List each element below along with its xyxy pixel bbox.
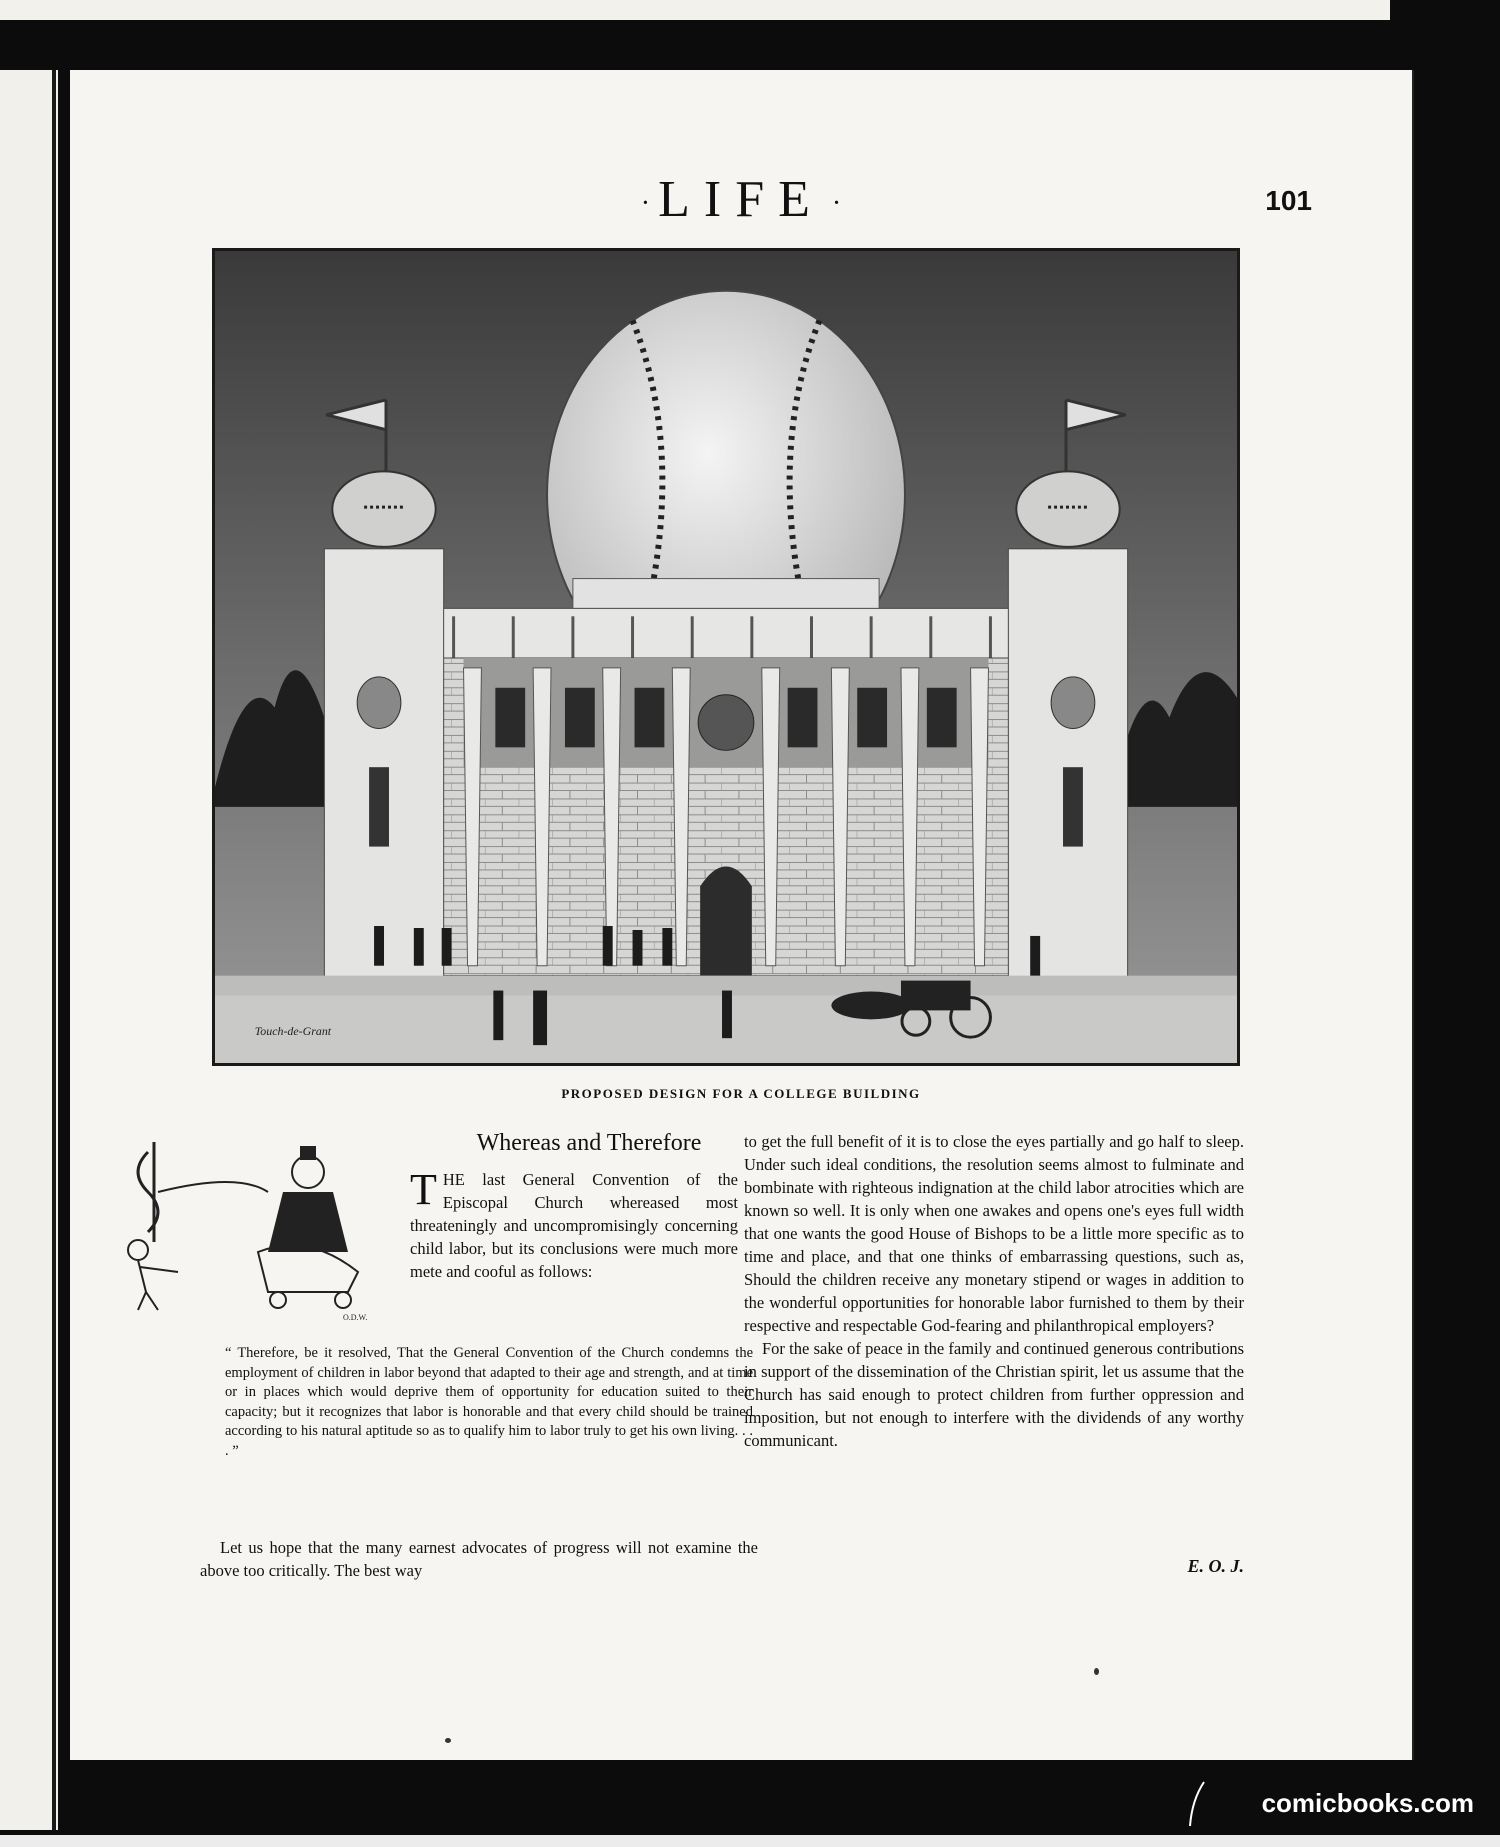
capitalist-figure-icon xyxy=(292,1156,324,1188)
intro-text: HE last General Convention of the Episcopal Church whereased most threateningly and uncompromisingly concerning child labor, but its conclusions were much more mete and cooful as follows: xyxy=(410,1170,738,1281)
masthead-dot-left: · xyxy=(640,188,651,220)
entrance-door xyxy=(700,866,752,975)
article-paragraph-left-end: Let us hope that the many earnest advocates of progress will not examine the above too critically. The best way xyxy=(200,1538,758,1580)
tower-left-window xyxy=(369,767,389,846)
tower-right-window xyxy=(1063,767,1083,846)
cart-icon xyxy=(258,1245,358,1292)
page-number: 101 xyxy=(1265,185,1312,216)
ink-speck xyxy=(1094,1668,1099,1675)
article-paragraph-right-1: to get the full benefit of it is to close the eyes partially and go half to sleep. Under such ideal conditions, the resolution seems almost to fulminate and bombinate with righteous indignation at the child labor atrocities which are known so well. It is only when one awakes and opens one's eyes full width that one wants the good House of Bishops to be a little more specific as to time and place, and that one thinks of embarrassing questions, such as, Should the children receive any monetary stipend or wages in addition to the wonderful opportunities for honorable labor furnished to them by their respective and respectable God-fearing and philanthropical employers? xyxy=(744,1132,1244,1335)
article-right-column xyxy=(744,1130,1244,1452)
adjacent-page-rule xyxy=(52,70,56,1830)
ink-speck xyxy=(445,1738,451,1743)
watermark-quill-icon xyxy=(1184,1780,1210,1828)
drop-cap: T xyxy=(410,1165,437,1214)
child-figure-icon xyxy=(128,1240,148,1260)
football-helmet-left xyxy=(357,677,401,729)
masthead xyxy=(70,170,1412,229)
scan-edge-top xyxy=(0,0,1390,20)
crest-ornament xyxy=(698,695,754,751)
masthead-title: LIFE xyxy=(658,171,824,228)
article-intro-paragraph xyxy=(410,1165,738,1283)
masthead-dot-right: · xyxy=(831,188,842,220)
article-paragraph-right-2: For the sake of peace in the family and continued generous contributions in support of the dissemination of the Christian spirit, let us assume that the Church has said enough to protect children from further oppression and imposition, but not enough to interfere with the dividends of any worthy communicant. xyxy=(744,1339,1244,1450)
watermark-text: comicbooks.com xyxy=(1261,1788,1474,1818)
illustration-drawing xyxy=(215,251,1237,1063)
child-labor-cartoon xyxy=(118,1132,408,1322)
illustration-caption: PROPOSED DESIGN FOR A COLLEGE BUILDING xyxy=(561,1086,921,1101)
whip-line xyxy=(158,1182,268,1192)
football-left xyxy=(332,471,435,546)
adjacent-page-edge xyxy=(0,70,58,1830)
scan-edge-bottom xyxy=(0,1835,1500,1847)
football-helmet-right xyxy=(1051,677,1095,729)
artist-signature: Touch-de-Grant xyxy=(254,1024,332,1039)
article-title: Whereas and Therefore xyxy=(476,1130,702,1156)
balustrade xyxy=(364,608,1088,664)
author-signature: E. O. J. xyxy=(1187,1556,1244,1576)
magazine-page xyxy=(70,70,1414,1760)
college-building-illustration xyxy=(212,248,1240,1066)
football-right xyxy=(1016,471,1119,546)
resolution-quote: “ Therefore, be it resolved, That the General Convention of the Church condemns the employment of children in labor beyond that adapted to their age and strength, and at time or in places which would deprive them of opportunity for education suited to their capacity; but it recognizes that labor is honorable and that every child should be trained according to his natural aptitude so as to qualify him to labor truly to get his own living. . . . ” xyxy=(225,1345,753,1459)
cartoon-initials: O.D.W. xyxy=(343,1313,368,1322)
